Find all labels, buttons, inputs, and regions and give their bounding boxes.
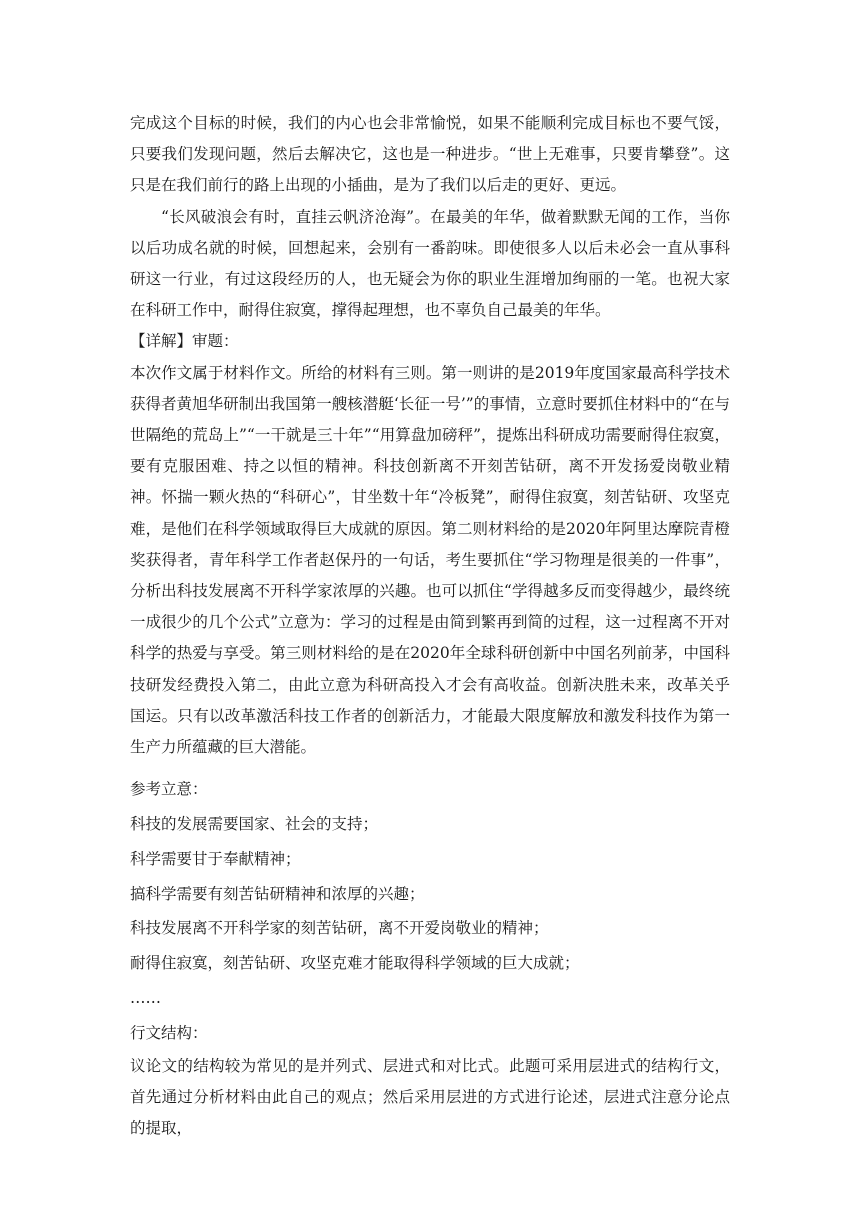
reference-item: 耐得住寂寞，刻苦钻研、攻坚克难才能取得科学领域的巨大成就； [130, 954, 580, 973]
reference-heading: 参考立意： [130, 780, 208, 799]
reference-item: 科技的发展需要国家、社会的支持； [130, 815, 379, 834]
reference-item: …… [130, 989, 161, 1008]
detail-heading: 【详解】审题： [130, 332, 239, 351]
reference-item: 科技发展离不开科学家的刻苦钻研，离不开爱岗敬业的精神； [130, 919, 549, 938]
structure-heading: 行文结构： [130, 1023, 208, 1042]
paragraph-conclusion: 完成这个目标的时候，我们的内心也会非常愉悦，如果不能顺利完成目标也不要气馁，只要我们发现问题，然后去解决它，这也是一种进步。“世上无难事，只要肯攀登”。这只是在我们前行的路上出现的小插曲，是为了我们以后走的更好、更远。 [130, 114, 730, 195]
paragraph-closing: “长风破浪会有时，直挂云帆济沧海”。在最美的年华，做着默默无闻的工作，当你以后功成名就的时候，回想起来，会别有一番韵味。即使很多人以后未必会一直从事科研这一行业，有过这段经历的人，也无疑会为你的职业生涯增加绚丽的一笔。也祝大家在科研工作中，耐得住寂寞，撑得起理想，也不辜负自己最美的年华。 [130, 207, 730, 320]
paragraph-analysis: 本次作文属于材料作文。所给的材料有三则。第一则讲的是2019年度国家最高科学技术获得者黄旭华研制出我国第一艘核潜艇‘长征一号’”的事情，立意时要抓住材料中的“在与世隔绝的荒岛上”“一干就是三十年”“用算盘加磅秤”，提炼出科研成功需要耐得住寂寞，要有克服困难、持之以恒的精神。科技创新离不开刻苦钻研，离不开发扬爱岗敬业精神。怀揣一颗火热的“科研心”，甘坐数十年“冷板凳”，耐得住寂寞，刻苦钻研、攻坚克难，是他们在科学领域取得巨大成就的原因。第二则材料给的是2020年阿里达摩院青橙奖获得者，青年科学工作者赵保丹的一句话，考生要抓住“学习物理是很美的一件事”，分析出科技发展离不开科学家浓厚的兴趣。也可以抓住“学得越多反而变得越少，最终统一成很少的几个公式”立意为：学习的过程是由简到繁再到简的过程，这一过程离不开对科学的热爱与享受。第三则材料给的是在2020年全球科研创新中中国名列前茅，中国科技研发经费投入第二，由此立意为科研高投入才会有高收益。创新决胜未来，改革关乎国运。只有以改革激活科技工作者的创新活力，才能最大限度解放和激发科技作为第一生产力所蕴藏的巨大潜能。 [130, 363, 730, 757]
reference-item: 科学需要甘于奉献精神； [130, 849, 301, 868]
document-page [130, 108, 730, 1144]
paragraph-structure: 议论文的结构较为常见的是并列式、层进式和对比式。此题可采用层进式的结构行文，首先通过分析材料由此自己的观点；然后采用层进的方式进行论述，层进式注意分论点的提取， [130, 1056, 730, 1138]
reference-item: 搞科学需要有刻苦钻研精神和浓厚的兴趣； [130, 884, 425, 903]
